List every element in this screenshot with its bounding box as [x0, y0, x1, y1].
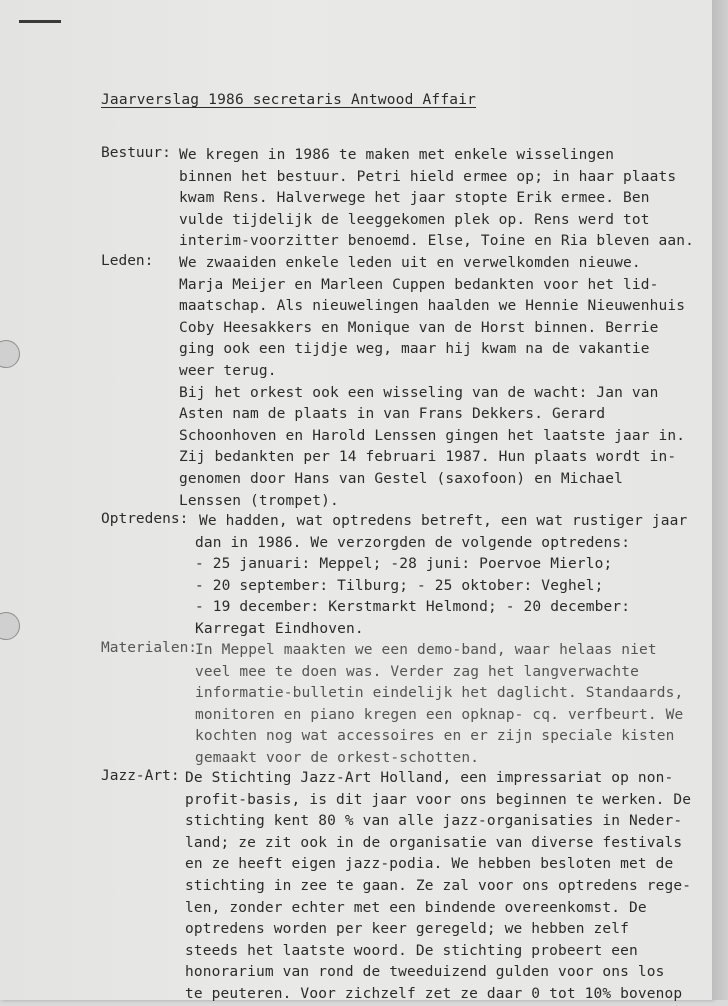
section-label: Materialen:: [101, 640, 198, 656]
document-title: Jaarverslag 1986 secretaris Antwood Affair: [101, 92, 477, 108]
text-line: Asten nam de plaats in van Frans Dekkers. Gerard: [179, 406, 606, 423]
text-line: steeds het laatste woord. De stichting probeert een: [185, 942, 638, 959]
section-label: Optredens:: [101, 511, 189, 527]
section-body: [195, 511, 687, 641]
text-line: We hadden, wat optredens betreft, een wat rustiger jaar: [199, 513, 688, 529]
text-line: len, zonder echter met een bindende overeenkomst. De: [185, 899, 647, 916]
text-line: veel mee te doen was. Verder zag het langverwachte: [195, 663, 639, 680]
text-line: stichting in zee te gaan. Ze zal voor ons optredens rege-: [185, 877, 692, 894]
text-line: kochten nog wat accessoires en er zijn speciale kisten: [195, 728, 675, 745]
text-line: monitoren en piano kregen een opknap- cq. verfbeurt. We: [195, 706, 684, 723]
text-line: Zij bedankten per 14 februari 1987. Hun plaats wordt in-: [179, 449, 677, 466]
text-line: We zwaaiden enkele leden uit en verwelkomden nieuwe.: [179, 255, 641, 271]
text-line: We kregen in 1986 te maken met enkele wisselingen: [179, 147, 615, 163]
text-line: te peuteren. Voor zichzelf zet ze daar 0 tot 10% bovenop: [185, 985, 683, 1002]
text-line: kwam Rens. Halverwege het jaar stopte Erik ermee. Ben: [179, 190, 650, 207]
text-line: genomen door Hans van Gestel (saxofoon) en Michael: [179, 470, 623, 487]
text-line: honorarium van rond de tweeduizend gulden voor ons los: [185, 964, 665, 981]
text-line: profit-basis, is dit jaar voor ons beginnen te werken. De: [185, 791, 692, 808]
text-line: en ze heeft eigen jazz-podia. We hebben besloten met de: [185, 856, 674, 873]
text-line: Lenssen (trompet).: [179, 492, 339, 509]
text-line: Schoonhoven en Harold Lenssen gingen het laatste jaar in.: [179, 427, 686, 444]
punch-hole: [0, 612, 20, 640]
text-line: land; ze zit ook in de organisatie van diverse festivals: [185, 834, 683, 851]
text-line: In Meppel maakten we een demo-band, waar helaas niet: [195, 642, 657, 658]
corner-mark: [19, 20, 61, 23]
text-line: Marja Meijer en Marleen Cuppen bedankten voor het lid-: [179, 276, 659, 293]
text-line: interim-voorzitter benoemd. Else, Toine en Ria bleven aan.: [179, 233, 695, 250]
text-line: vulde tijdelijk de leeggekomen plek op. Rens werd tot: [179, 211, 650, 228]
text-line: optredens worden per keer geregeld; we hebben zelf: [185, 921, 629, 938]
text-line: Bij het orkest ook een wisseling van de wacht: Jan van: [179, 384, 659, 401]
page-edge: [712, 0, 728, 1000]
section-body: [179, 253, 685, 512]
text-line: Coby Heesakkers en Monique van de Horst binnen. Berrie: [179, 319, 659, 336]
punch-hole: [0, 340, 20, 368]
section-label: Leden:: [101, 253, 154, 269]
text-line: informatie-bulletin eindelijk het daglicht. Standaards,: [195, 685, 684, 702]
text-line: - 19 december: Kerstmarkt Helmond; - 20 december:: [195, 599, 631, 616]
section-body: [185, 768, 691, 1006]
text-line: De Stichting Jazz-Art Holland, een impressariat op non-: [185, 770, 674, 786]
text-line: Karregat Eindhoven.: [195, 620, 364, 637]
text-line: maatschap. Als nieuwelingen haalden we Hennie Nieuwenhuis: [179, 298, 686, 315]
section-label: Bestuur:: [101, 145, 171, 161]
section-body: [195, 640, 683, 770]
text-line: - 20 september: Tilburg; - 25 oktober: Veghel;: [195, 577, 604, 594]
text-line: dan in 1986. We verzorgden de volgende optredens:: [195, 534, 631, 551]
text-line: weer terug.: [179, 362, 277, 379]
text-line: binnen het bestuur. Petri hield ermee op; in haar plaats: [179, 168, 677, 185]
section-body: [179, 145, 694, 253]
text-line: gemaakt voor de orkest-schotten.: [195, 749, 480, 766]
text-line: - 25 januari: Meppel; -28 juni: Poervoe Mierlo;: [195, 556, 613, 573]
text-line: stichting kent 80 % van alle jazz-organisaties in Neder-: [185, 813, 683, 830]
section-label: Jazz-Art:: [101, 768, 180, 784]
text-line: ging ook een tijdje weg, maar hij kwam na de vakantie: [179, 341, 650, 358]
